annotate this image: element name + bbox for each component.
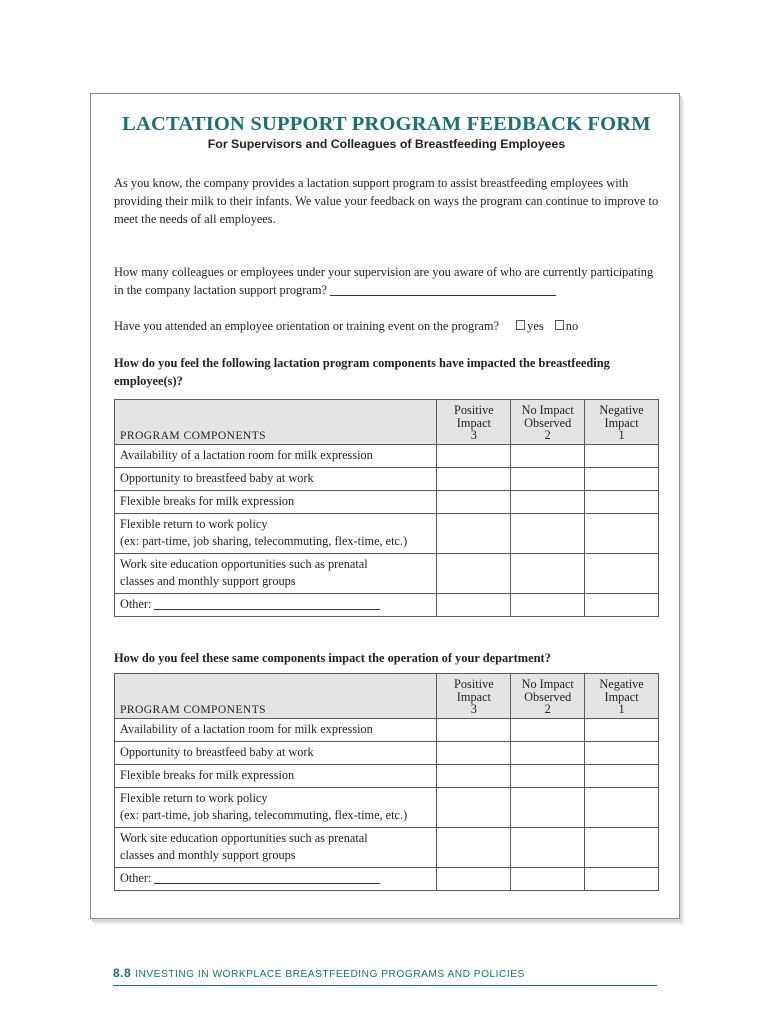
rating-cell-positive[interactable] [437, 444, 511, 467]
table-row [115, 553, 659, 593]
header-components: PROGRAM COMPONENTS [115, 674, 437, 719]
rating-cell-no-impact[interactable] [511, 764, 585, 787]
table-header-row [115, 674, 659, 719]
rating-cell-no-impact[interactable] [511, 741, 585, 764]
header-positive-l2: Impact [456, 689, 491, 704]
page-number: 8.8 [113, 966, 132, 980]
header-components: PROGRAM COMPONENTS [115, 400, 437, 445]
component-label [115, 827, 437, 867]
aware-count-field[interactable] [330, 295, 556, 296]
rating-cell-negative[interactable] [585, 827, 659, 867]
rating-cell-negative[interactable] [585, 867, 659, 890]
header-positive-score: 3 [470, 702, 477, 716]
rating-cell-positive[interactable] [437, 490, 511, 513]
header-no-impact [511, 674, 585, 719]
rating-cell-no-impact[interactable] [511, 513, 585, 553]
table-row [115, 764, 659, 787]
question-impact-department: How do you feel these same components impact the operation of your department? [114, 651, 551, 665]
rating-cell-negative[interactable] [585, 513, 659, 553]
header-negative-l1: Negative [599, 677, 644, 691]
rating-cell-no-impact[interactable] [511, 593, 585, 616]
header-negative-l2: Impact [604, 415, 639, 430]
question-aware [114, 263, 659, 299]
no-checkbox[interactable] [555, 320, 564, 330]
component-label-l1: Work site education opportunities such as prenatal [120, 557, 368, 571]
rating-cell-positive[interactable] [437, 827, 511, 867]
rating-cell-negative[interactable] [585, 490, 659, 513]
rating-cell-negative[interactable] [585, 787, 659, 827]
question-aware-text: How many colleagues or employees under your supervision are you aware of who are currently participating in the company lactation support program? [114, 265, 654, 297]
impact-employee-table [114, 399, 659, 617]
question-attended [114, 317, 659, 335]
component-label [115, 787, 437, 827]
table-row [115, 444, 659, 467]
rating-cell-positive[interactable] [437, 593, 511, 616]
rating-cell-positive[interactable] [437, 867, 511, 890]
rating-cell-positive[interactable] [437, 553, 511, 593]
header-negative-score: 1 [618, 702, 625, 716]
component-label: Opportunity to breastfeed baby at work [115, 467, 437, 490]
header-no-impact-l1: No Impact [521, 403, 574, 417]
rating-cell-negative[interactable] [585, 444, 659, 467]
rating-cell-positive[interactable] [437, 764, 511, 787]
option-no-label: no [565, 319, 579, 333]
rating-cell-negative[interactable] [585, 741, 659, 764]
header-positive-score: 3 [470, 428, 477, 442]
component-label-l1: Flexible return to work policy [120, 517, 268, 531]
intro-paragraph: As you know, the company provides a lactation support program to assist breastfeeding employees with providing their milk to their infants. We value your feedback on ways the program can continue to improve to meet the needs of all employees. [114, 176, 659, 226]
option-yes-label: yes [527, 319, 544, 333]
component-label-l1: Work site education opportunities such as prenatal [120, 831, 368, 845]
table-row [115, 718, 659, 741]
other-label: Other: [120, 871, 152, 885]
component-other [115, 867, 437, 890]
rating-cell-positive[interactable] [437, 741, 511, 764]
component-label [115, 553, 437, 593]
rating-cell-negative[interactable] [585, 553, 659, 593]
rating-cell-positive[interactable] [437, 787, 511, 827]
other-text-field[interactable] [154, 883, 380, 884]
rating-cell-negative[interactable] [585, 764, 659, 787]
question-impact-employee: How do you feel the following lactation program components have impacted the breastfeeding employee(s)? [114, 356, 610, 388]
header-no-impact-score: 2 [544, 702, 551, 716]
rating-cell-positive[interactable] [437, 467, 511, 490]
component-label: Flexible breaks for milk expression [115, 764, 437, 787]
yes-checkbox[interactable] [516, 320, 525, 330]
component-label-l2: (ex: part-time, job sharing, telecommuting, flex-time, etc.) [120, 808, 408, 822]
component-other [115, 593, 437, 616]
rating-cell-positive[interactable] [437, 718, 511, 741]
rating-cell-no-impact[interactable] [511, 490, 585, 513]
rating-cell-negative[interactable] [585, 467, 659, 490]
rating-cell-no-impact[interactable] [511, 787, 585, 827]
table-row [115, 593, 659, 616]
component-label [115, 513, 437, 553]
table-row [115, 513, 659, 553]
header-no-impact-l2: Observed [524, 415, 572, 430]
page-footer [113, 966, 525, 980]
component-label-l1: Flexible return to work policy [120, 791, 268, 805]
rating-cell-no-impact[interactable] [511, 867, 585, 890]
form-subtitle: For Supervisors and Colleagues of Breastfeeding Employees [207, 137, 566, 151]
other-text-field[interactable] [154, 609, 380, 610]
component-label: Availability of a lactation room for milk expression [115, 444, 437, 467]
component-label: Opportunity to breastfeed baby at work [115, 741, 437, 764]
form-frame [90, 93, 680, 919]
table-row [115, 741, 659, 764]
header-positive [437, 674, 511, 719]
component-label: Availability of a lactation room for milk expression [115, 718, 437, 741]
table-row [115, 490, 659, 513]
rating-cell-no-impact[interactable] [511, 553, 585, 593]
header-positive-l2: Impact [456, 415, 491, 430]
header-positive-l1: Positive [454, 677, 494, 691]
header-positive-l1: Positive [454, 403, 494, 417]
table-row [115, 827, 659, 867]
header-no-impact-l2: Observed [524, 689, 572, 704]
table-row [115, 467, 659, 490]
header-negative-l2: Impact [604, 689, 639, 704]
rating-cell-negative[interactable] [585, 593, 659, 616]
option-no[interactable] [555, 319, 578, 333]
header-negative-l1: Negative [599, 403, 644, 417]
rating-cell-positive[interactable] [437, 513, 511, 553]
other-label: Other: [120, 597, 152, 611]
rating-cell-no-impact[interactable] [511, 827, 585, 867]
table-row [115, 787, 659, 827]
table-header-row [115, 400, 659, 445]
rating-cell-no-impact[interactable] [511, 444, 585, 467]
header-negative-score: 1 [618, 428, 625, 442]
header-no-impact-l1: No Impact [521, 677, 574, 691]
header-negative [585, 674, 659, 719]
form-title: LACTATION SUPPORT PROGRAM FEEDBACK FORM [122, 113, 651, 135]
component-label-l2: classes and monthly support groups [120, 574, 296, 588]
component-label-l2: classes and monthly support groups [120, 848, 296, 862]
question-attended-text: Have you attended an employee orientation or training event on the program? [114, 319, 500, 333]
header-no-impact-score: 2 [544, 428, 551, 442]
header-no-impact [511, 400, 585, 445]
option-yes[interactable] [516, 319, 544, 333]
header-positive [437, 400, 511, 445]
component-label-l2: (ex: part-time, job sharing, telecommuting, flex-time, etc.) [120, 534, 408, 548]
rating-cell-negative[interactable] [585, 718, 659, 741]
impact-department-table [114, 673, 659, 891]
footer-divider [113, 985, 657, 986]
component-label: Flexible breaks for milk expression [115, 490, 437, 513]
header-negative [585, 400, 659, 445]
rating-cell-no-impact[interactable] [511, 718, 585, 741]
footer-text: INVESTING IN WORKPLACE BREASTFEEDING PROGRAMS AND POLICIES [135, 969, 525, 980]
table-row [115, 867, 659, 890]
rating-cell-no-impact[interactable] [511, 467, 585, 490]
